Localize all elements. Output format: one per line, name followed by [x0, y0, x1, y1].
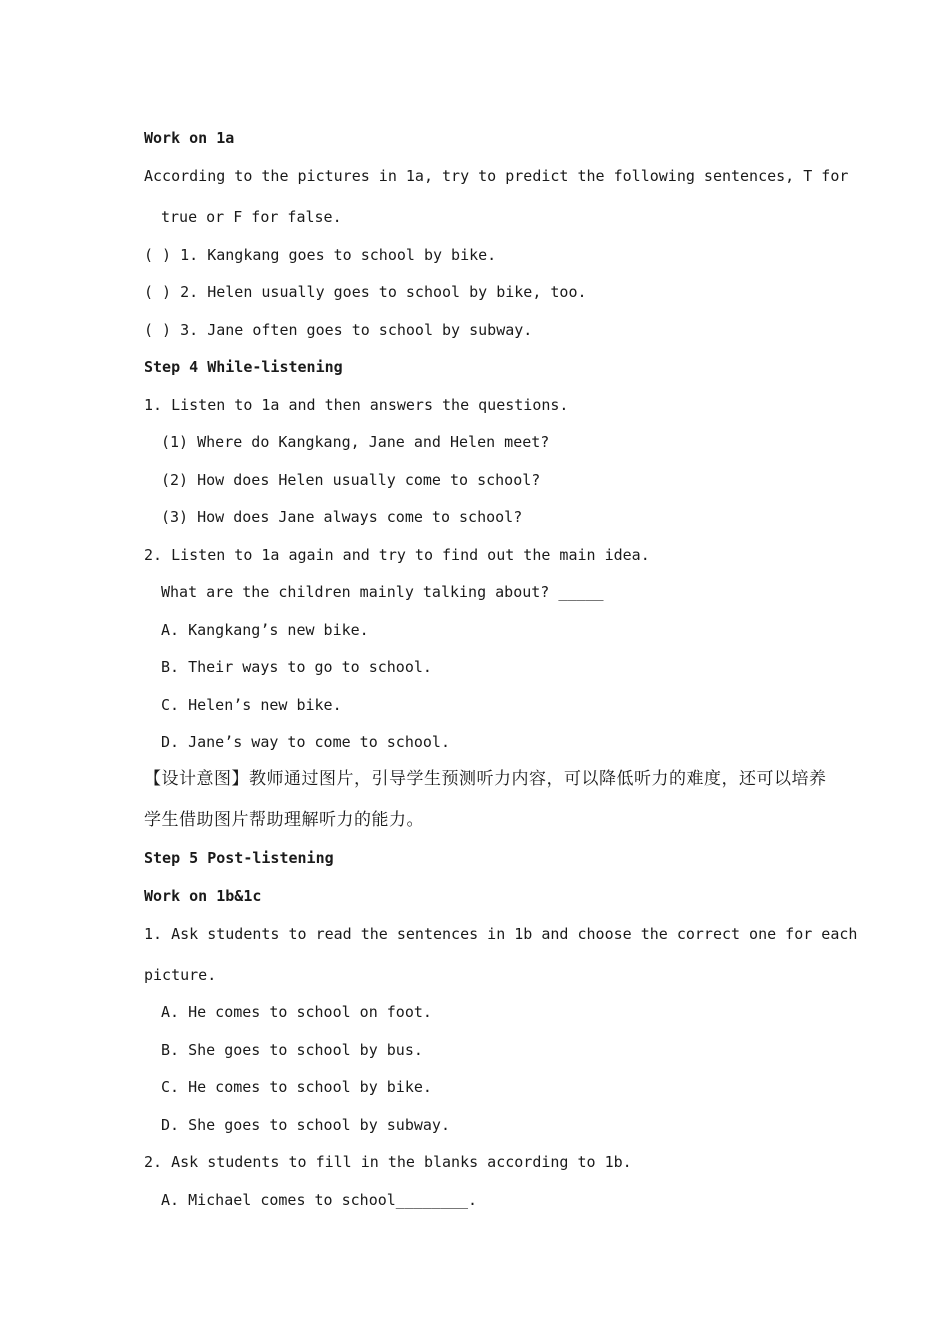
step5-question-2: 2. Ask students to fill in the blanks according to 1b.	[144, 1153, 632, 1171]
step4-question-1: 1. Listen to 1a and then answers the questions.	[144, 396, 569, 414]
main-idea-option-b: B. Their ways to go to school.	[161, 658, 432, 676]
tf-item-1: ( ) 1. Kangkang goes to school by bike.	[144, 246, 497, 264]
main-idea-option-c: C. Helen’s new bike.	[161, 696, 342, 714]
fill-blank-option-a: A. Michael comes to school________.	[161, 1191, 478, 1209]
main-idea-question: What are the children mainly talking about? _____	[161, 583, 604, 601]
tf-item-2: ( ) 2. Helen usually goes to school by bike, too.	[144, 283, 587, 301]
step4-heading: Step 4 While-listening	[144, 358, 343, 376]
main-idea-option-d: D. Jane’s way to come to school.	[161, 733, 450, 751]
work-1a-heading: Work on 1a	[144, 129, 235, 147]
picture-option-c: C. He comes to school by bike.	[161, 1078, 432, 1096]
design-intent-line1: 【设计意图】教师通过图片，引导学生预测听力内容，可以降低听力的难度，还可以培养	[144, 769, 827, 789]
step4-subquestion-3: (3) How does Jane always come to school?	[161, 508, 523, 526]
step5-heading: Step 5 Post-listening	[144, 849, 334, 867]
work-1b1c-heading: Work on 1b&1c	[144, 887, 262, 905]
step5-question-1-line1: 1. Ask students to read the sentences in 1b and choose the correct one for each	[144, 925, 858, 943]
step5-question-1-line2: picture.	[144, 966, 217, 984]
picture-option-d: D. She goes to school by subway.	[161, 1116, 450, 1134]
picture-option-b: B. She goes to school by bus.	[161, 1041, 423, 1059]
main-idea-option-a: A. Kangkang’s new bike.	[161, 621, 369, 639]
tf-item-3: ( ) 3. Jane often goes to school by subway.	[144, 321, 533, 339]
work-1a-instruction-line2: true or F for false.	[161, 208, 342, 226]
step4-subquestion-1: (1) Where do Kangkang, Jane and Helen meet?	[161, 433, 550, 451]
picture-option-a: A. He comes to school on foot.	[161, 1003, 432, 1021]
design-intent-line2: 学生借助图片帮助理解听力的能力。	[144, 810, 424, 830]
work-1a-instruction-line1: According to the pictures in 1a, try to predict the following sentences, T for	[144, 167, 849, 185]
step4-subquestion-2: (2) How does Helen usually come to school?	[161, 471, 541, 489]
step4-question-2: 2. Listen to 1a again and try to find out the main idea.	[144, 546, 650, 564]
